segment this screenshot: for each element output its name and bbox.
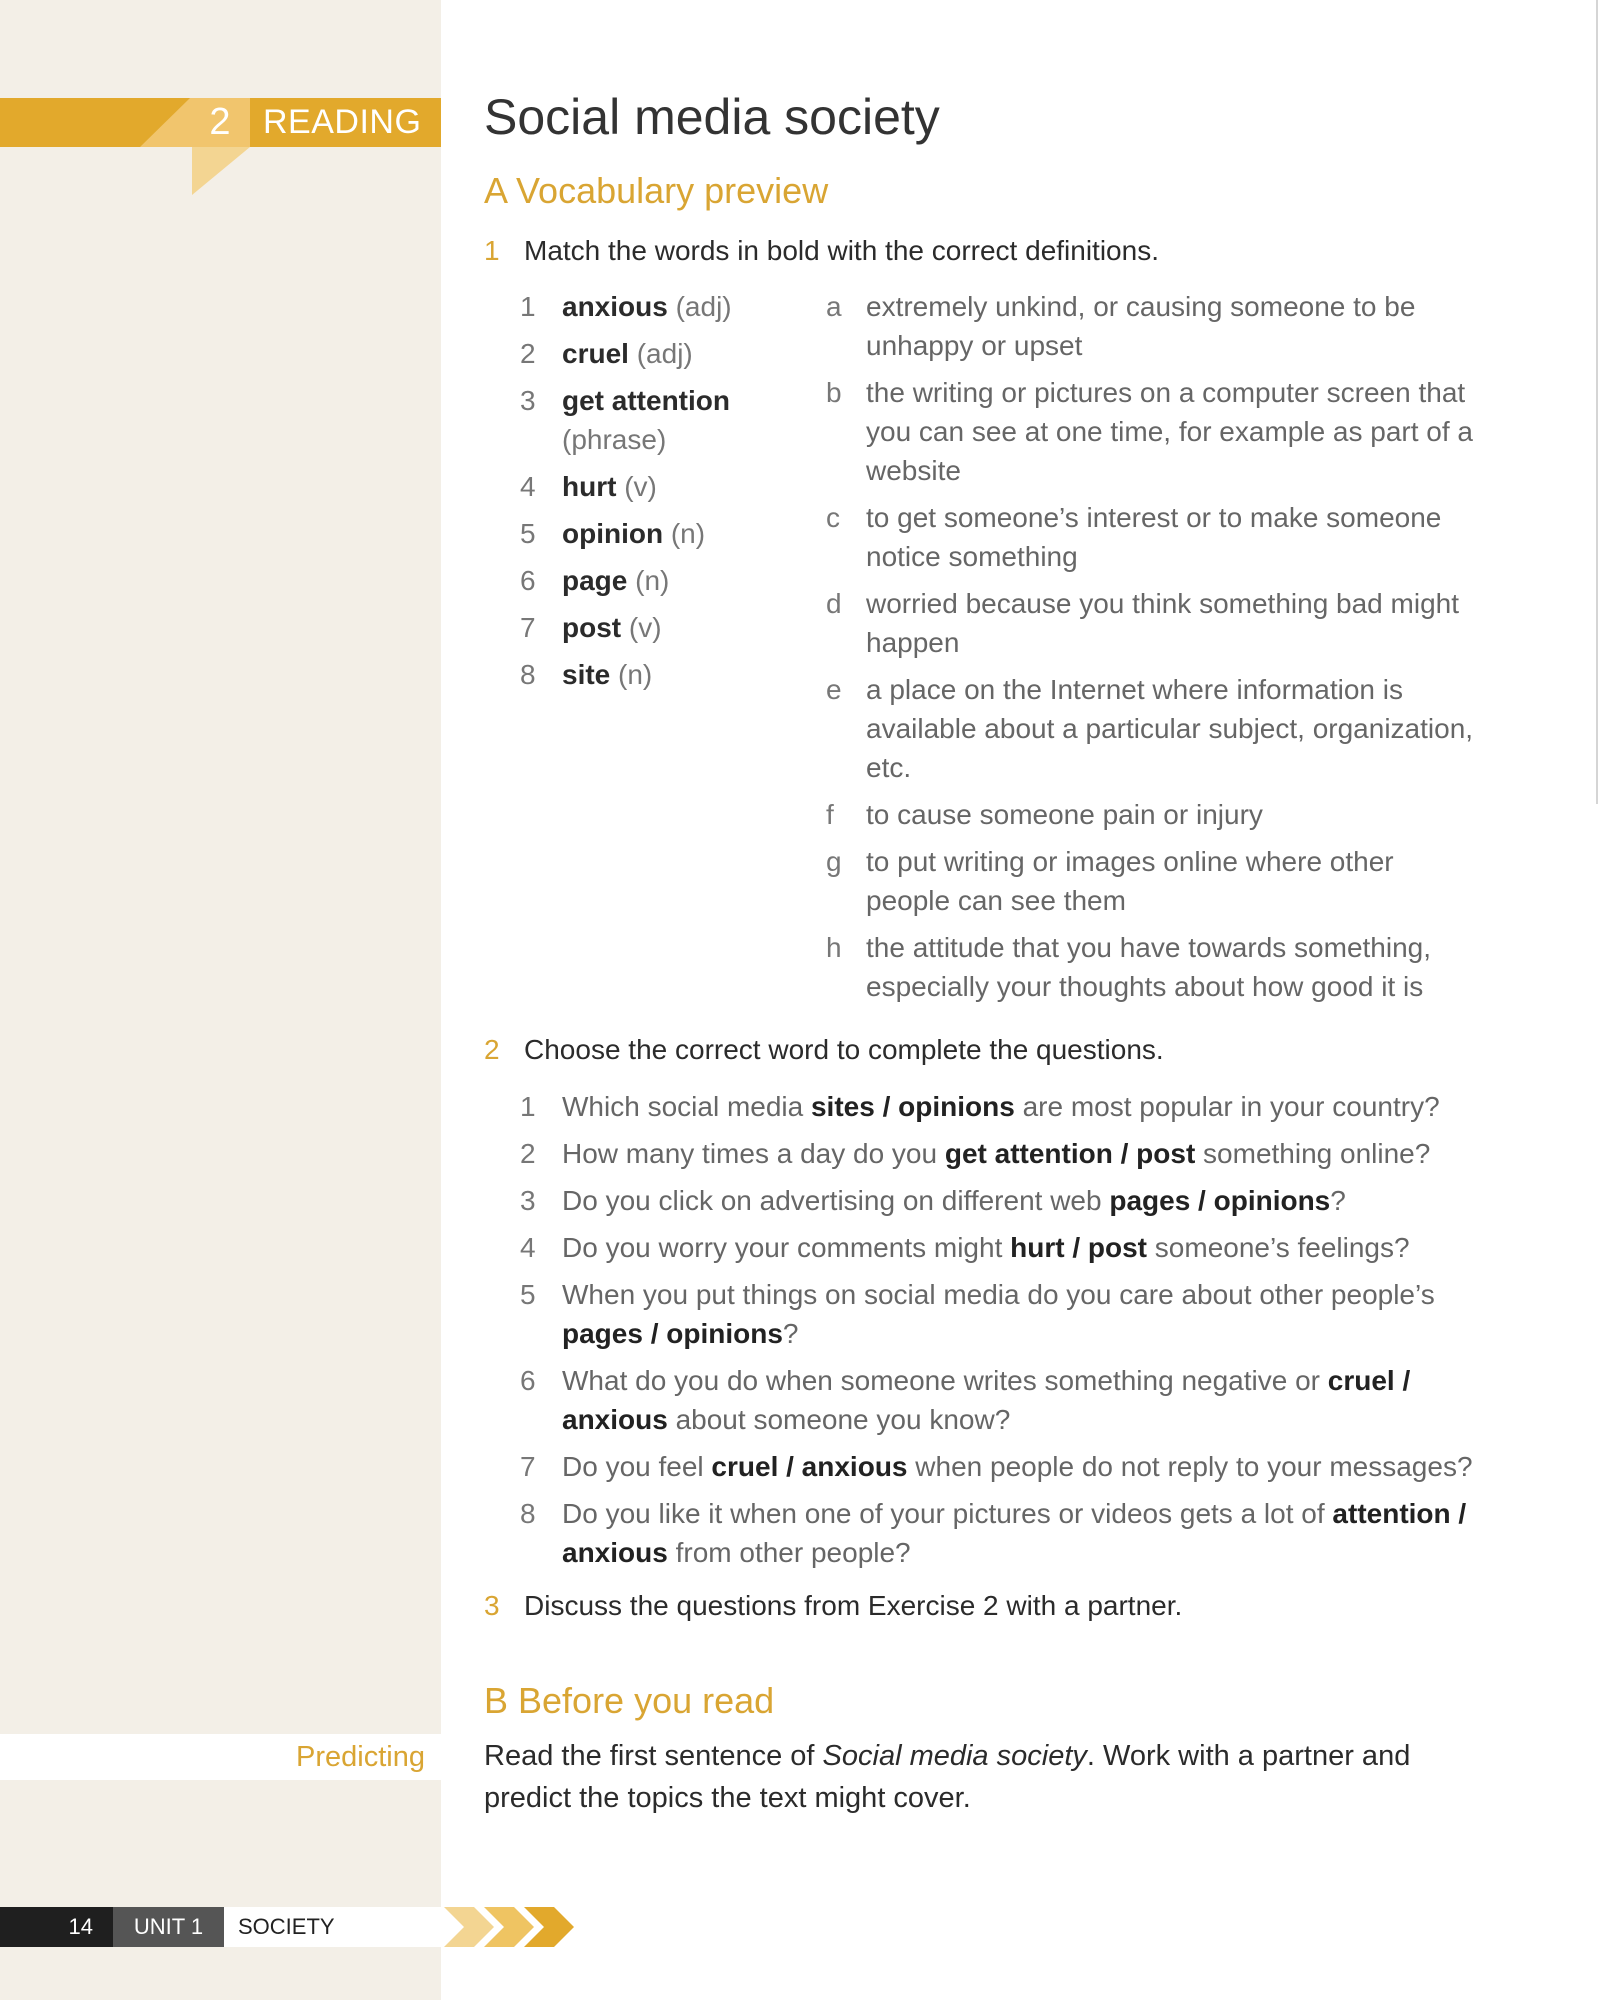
page-title: Social media society [484,89,940,145]
list-item [826,584,1476,662]
list-item [520,655,820,694]
part-of-speech: (adj) [675,291,732,322]
definition-letter: g [826,846,842,877]
item-number: 1 [520,291,536,322]
item-number: 8 [520,659,536,690]
definition-letter: b [826,377,842,408]
list-item [520,467,820,506]
question-post: ? [782,1318,799,1349]
skill-label: Predicting [296,1741,425,1773]
word-choice: cruel / anxious [562,1365,1411,1435]
question-pre: Which social media [562,1091,811,1122]
list-item [520,381,820,459]
definition-text: a place on the Internet where information is available about a particular subject, organization, etc. [866,674,1474,783]
footer-topic: SOCIETY [224,1907,444,1947]
footer-unit: UNIT 1 [113,1907,224,1947]
list-item [520,514,820,553]
part-of-speech: (n) [635,565,670,596]
definition-text: to put writing or images online where other people can see them [866,846,1394,916]
question-post: are most popular in your country? [1014,1091,1440,1122]
question-text [562,1134,1430,1173]
vocab-word: anxious [562,291,668,322]
skill-label-strip [0,1734,441,1780]
list-item [520,287,820,326]
vocab-word: post [562,612,622,643]
word-choice: sites / opinions [810,1091,1015,1122]
question-pre: Do you click on advertising on different web [562,1185,1110,1216]
exercise-number: 2 [484,1034,500,1065]
instruction-text: Choose the correct word to complete the questions. [524,1034,1164,1065]
part-of-speech: (v) [628,612,662,643]
unit-number: 2 [209,101,231,143]
vocab-word-list [520,287,820,702]
item-number: 4 [520,1232,536,1263]
question-list [520,1087,1480,1580]
question-pre: Do you like it when one of your pictures or videos gets a lot of [562,1498,1333,1529]
word-choice: attention / anxious [562,1498,1467,1568]
word-choice: cruel / anxious [711,1451,908,1482]
word-choice: get attention / post [944,1138,1196,1169]
list-item [826,795,1476,834]
question-text [562,1087,1440,1126]
question-pre: What do you do when someone writes something negative or [562,1365,1328,1396]
list-item [520,1447,1480,1486]
item-number: 5 [520,1279,536,1310]
definition-letter: f [826,799,834,830]
list-item [520,1228,1480,1267]
question-text [562,1361,1480,1439]
definition-letter: d [826,588,842,619]
vocab-word: hurt [562,471,617,502]
definition-letter: h [826,932,842,963]
list-item [826,373,1476,490]
instruction-text: Match the words in bold with the correct definitions. [524,235,1159,266]
part-of-speech: (phrase) [562,424,667,455]
definition-text: the writing or pictures on a computer screen that you can see at one time, for example as part of a website [866,377,1474,486]
item-number: 1 [520,1091,536,1122]
item-number: 8 [520,1498,536,1529]
list-item [520,1361,1480,1439]
definition-letter: c [826,502,840,533]
vocab-word: opinion [562,518,664,549]
word-choice: hurt / post [1010,1232,1148,1263]
question-text [562,1494,1480,1572]
question-pre: How many times a day do you [562,1138,945,1169]
part-of-speech: (adj) [636,338,693,369]
exercise-1-instruction [484,235,1484,267]
list-item [520,608,820,647]
question-post: about someone you know? [667,1404,1011,1435]
question-pre: When you put things on social media do you care about other people’s [562,1279,1435,1310]
question-text [562,1181,1346,1220]
word-choice: pages / opinions [562,1318,783,1349]
question-pre: Do you feel [562,1451,712,1482]
word-choice: pages / opinions [1109,1185,1331,1216]
list-item [826,670,1476,787]
exercise-3-instruction [484,1590,1484,1622]
list-item [520,334,820,373]
section-a-heading: A Vocabulary preview [484,170,829,211]
exercise-2-instruction [484,1034,1484,1066]
list-item [520,1087,1480,1126]
question-post: something online? [1195,1138,1431,1169]
section-label: READING [263,103,422,141]
item-number: 3 [520,385,536,416]
part-of-speech: (v) [624,471,657,502]
list-item [520,561,820,600]
page-number: 14 [0,1907,113,1947]
list-item [826,498,1476,576]
text-part: . Work with a partner and predict the topics the text might cover. [484,1740,1411,1814]
definition-list [826,287,1476,1014]
section-b-heading: B Before you read [484,1680,775,1721]
question-post: ? [1330,1185,1346,1216]
vocab-word: cruel [562,338,629,369]
question-pre: Do you worry your comments might [562,1232,1011,1263]
item-number: 4 [520,471,536,502]
chevron-arrows-icon [444,1907,594,1947]
list-item [520,1134,1480,1173]
question-text [562,1447,1473,1486]
text-part: Read the first sentence of [484,1740,823,1772]
question-post: when people do not reply to your messages? [907,1451,1473,1482]
part-of-speech: (n) [618,659,653,690]
question-text [562,1228,1410,1267]
list-item [520,1181,1480,1220]
item-number: 6 [520,1365,536,1396]
question-post: someone’s feelings? [1147,1232,1410,1263]
part-of-speech: (n) [670,518,706,549]
sidebar [0,0,441,2000]
definition-letter: e [826,674,842,705]
item-number: 5 [520,518,536,549]
definition-text: extremely unkind, or causing someone to be unhappy or upset [866,291,1416,361]
list-item [520,1494,1480,1572]
item-number: 7 [520,1451,536,1482]
list-item [826,928,1476,1006]
exercise-number: 3 [484,1590,500,1621]
item-number: 6 [520,565,536,596]
definition-text: the attitude that you have towards something, especially your thoughts about how good it is [866,932,1432,1002]
vocab-word: site [562,659,611,690]
question-text [562,1275,1480,1353]
list-item [520,1275,1480,1353]
list-item [826,842,1476,920]
predicting-instruction [484,1735,1484,1819]
definition-text: to cause someone pain or injury [866,799,1263,830]
exercise-number: 1 [484,235,500,266]
definition-letter: a [826,291,842,322]
text-title: Social media society [822,1740,1087,1772]
vocab-word: get attention [562,385,730,416]
definition-text: to get someone’s interest or to make someone notice something [866,502,1442,572]
item-number: 7 [520,612,536,643]
list-item [826,287,1476,365]
question-post: from other people? [667,1537,911,1568]
definition-text: worried because you think something bad might happen [866,588,1460,658]
instruction-text: Discuss the questions from Exercise 2 with a partner. [524,1590,1183,1621]
item-number: 3 [520,1185,536,1216]
vocab-word: page [562,565,628,596]
item-number: 2 [520,1138,536,1169]
item-number: 2 [520,338,536,369]
